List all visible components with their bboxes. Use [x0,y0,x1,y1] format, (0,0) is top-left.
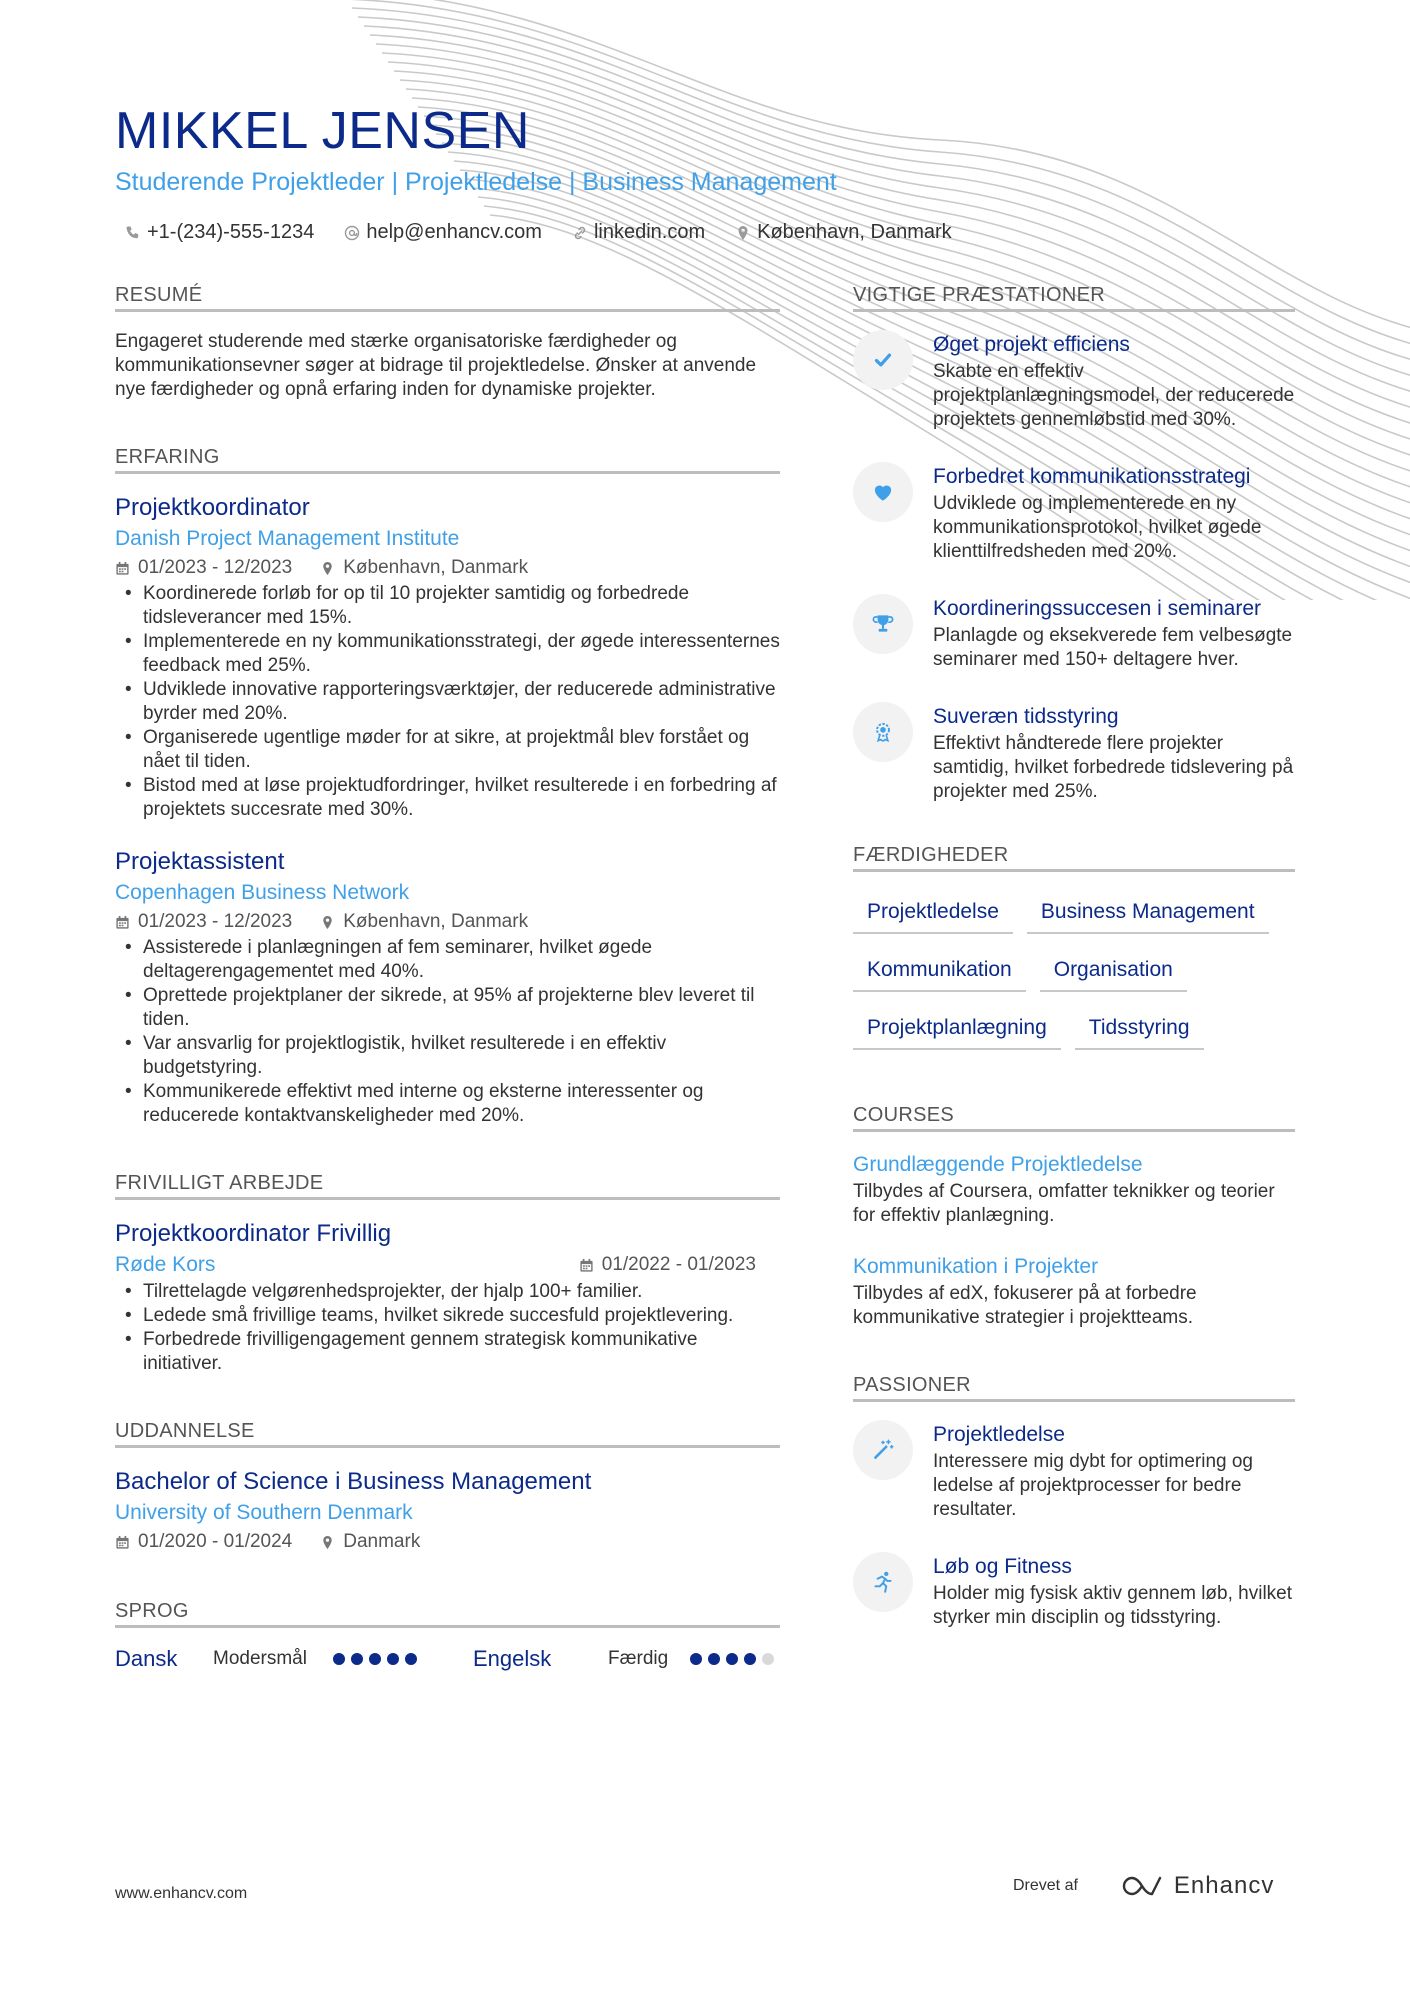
achievement-desc: Skabte en effektiv projektplanlægningsmodel, der reducerede projektets gennemløbstid med 30%. [933,361,1295,430]
bullet-item: • Tilrettelagde velgørenhedsprojekter, der hjalp 100+ familier. [115,1280,780,1304]
magic-wand-icon [870,1437,896,1463]
bullet-item: • Assisterede i planlægningen af fem seminarer, hvilket øgede deltagerengagementet med 40%. [115,936,780,984]
section-title-skills: FÆRDIGHEDER [853,844,1295,872]
candidate-headline: Studerende Projektleder | Projektledelse | Business Management [115,168,837,196]
job-bullets [115,582,780,822]
achievements-section [853,284,1295,804]
section-title-volunteer: FRIVILLIGT ARBEJDE [115,1172,780,1200]
skills-section [853,844,1295,1050]
bullet-item: • Organiserede ugentlige møder for at sikre, at projektmål blev forstået og nået til tiden. [115,726,780,774]
job-entry [115,492,780,822]
job-dates: 01/2023 - 12/2023 [138,557,293,578]
calendar-icon [115,915,130,930]
volunteer-org-row [115,1250,780,1280]
courses-section [853,1104,1295,1330]
achievement-icon-circle [853,702,913,762]
resume-header [115,100,1295,244]
achievement-title: Øget projekt efficiens [933,333,1130,356]
contact-location [735,221,952,244]
left-column [115,284,780,1716]
job-meta [115,554,780,582]
proficiency-dot-filled [369,1653,381,1665]
achievement-desc: Udviklede og implementerede en ny kommunikationsprotokol, hvilket øgede klienttilfredsheden med 20%. [933,493,1262,562]
skill-tag: Tidsstyring [1075,1006,1204,1050]
languages-section [115,1600,780,1672]
job-dates: 01/2023 - 12/2023 [138,911,293,932]
proficiency-dot-filled [708,1653,720,1665]
resume-summary-section [115,284,780,402]
section-title-passions: PASSIONER [853,1374,1295,1402]
skill-tag: Business Management [1027,890,1269,934]
course-desc: Tilbydes af Coursera, omfatter teknikker og teorier for effektiv planlægning. [853,1181,1275,1226]
job-location: København, Danmark [343,557,529,578]
language-proficiency-dots [690,1653,774,1665]
running-icon [870,1569,896,1595]
footer-branding [1013,1872,1274,1900]
language-level: Færdig [608,1648,669,1669]
bullet-item: • Forbedrede frivilligengagement gennem strategisk kommunikative initiativer. [115,1328,780,1376]
course-item [853,1252,1295,1330]
language-proficiency-dots [333,1653,473,1665]
skill-tag: Kommunikation [853,948,1026,992]
volunteer-bullets [115,1280,780,1376]
volunteer-org: Røde Kors [115,1253,216,1276]
location-pin-icon [320,1535,335,1550]
job-company: Danish Project Management Institute [115,527,460,550]
volunteer-role: Projektkoordinator Frivillig [115,1220,392,1247]
passion-icon-circle [853,1420,913,1480]
calendar-icon [115,561,130,576]
contact-email[interactable] [344,221,542,244]
footer-website[interactable]: www.enhancv.com [115,1885,248,1902]
job-entry [115,846,780,1128]
bullet-item: • Var ansvarlig for projektlogistik, hvilket resulterede i en effektiv budgetstyring. [115,1032,780,1080]
contact-phone[interactable] [125,221,314,244]
degree-title: Bachelor of Science i Business Management [115,1468,592,1495]
job-meta [115,908,780,936]
section-title-education: UDDANNELSE [115,1420,780,1448]
job-title: Projektassistent [115,848,285,875]
right-column [853,284,1295,1674]
job-title: Projektkoordinator [115,494,310,521]
achievement-desc: Planlagde og eksekverede fem velbesøgte seminarer med 150+ deltagere hver. [933,625,1293,670]
school-name: University of Southern Denmark [115,1501,413,1524]
location-pin-icon [320,561,335,576]
section-title-courses: COURSES [853,1104,1295,1132]
course-title: Grundlæggende Projektledelse [853,1153,1143,1176]
passion-item [853,1420,1295,1522]
link-icon [572,225,588,241]
bullet-item: • Oprettede projektplaner der sikrede, at 95% af projekterne blev leveret til tiden. [115,984,780,1032]
contact-linkedin[interactable] [572,221,705,244]
achievement-title: Forbedret kommunikationsstrategi [933,465,1251,488]
phone-text: +1-(234)-555-1234 [147,221,315,243]
bullet-item: • Bistod med at løse projektudfordringer, hvilket resulterede i en forbedring af projektets succesrate med 30%. [115,774,780,822]
skill-tag: Projektledelse [853,890,1013,934]
candidate-name: MIKKEL JENSEN [115,102,530,160]
proficiency-dot-filled [744,1653,756,1665]
volunteer-section [115,1172,780,1376]
passion-icon-circle [853,1552,913,1612]
section-title-experience: ERFARING [115,446,780,474]
achievement-icon-circle [853,594,913,654]
education-meta [115,1528,780,1556]
skill-tag: Organisation [1040,948,1187,992]
passion-desc: Interessere mig dybt for optimering og ledelse af projektprocesser for bedre resultater. [933,1451,1253,1520]
calendar-icon [579,1258,594,1273]
experience-section [115,446,780,1128]
heart-icon [870,479,896,505]
passion-item [853,1552,1295,1630]
location-pin-icon [320,915,335,930]
bullet-item: • Udviklede innovative rapporteringsværktøjer, der reducerede administrative byrder med 20%. [115,678,780,726]
course-title: Kommunikation i Projekter [853,1255,1099,1278]
passion-title: Løb og Fitness [933,1555,1072,1578]
bullet-item: • Kommunikerede effektivt med interne og eksterne interessenter og reducerede kontaktvanskeligheder med 20%. [115,1080,780,1128]
enhancv-logo-icon [1122,1874,1166,1898]
location-pin-icon [735,225,751,241]
proficiency-dot-filled [387,1653,399,1665]
linkedin-text: linkedin.com [593,221,706,243]
proficiency-dot-filled [351,1653,363,1665]
course-item [853,1150,1295,1228]
achievement-icon-circle [853,330,913,390]
education-location: Danmark [343,1531,421,1552]
bullet-item: • Koordinerede forløb for op til 10 projekter samtidig og forbedrede tidsleverancer med 15%. [115,582,780,630]
calendar-icon [115,1535,130,1550]
proficiency-dot-empty [762,1653,774,1665]
summary-text: Engageret studerende med stærke organisatoriske færdigheder og kommunikationsevner søger at bidrage til projektledelse. Ønsker at anvende nye færdigheder og opnå erfaring inden for dynamiske projekter. [115,331,757,400]
location-text: København, Danmark [757,221,952,243]
volunteer-meta [579,1251,780,1279]
passions-section [853,1374,1295,1630]
achievement-icon-circle [853,462,913,522]
section-title-achievements: VIGTIGE PRÆSTATIONER [853,284,1295,312]
skill-tag: Projektplanlægning [853,1006,1061,1050]
language-level: Modersmål [213,1648,307,1669]
brand-name: Enhancv [1173,1872,1275,1899]
skills-list [853,890,1293,1050]
bullet-item: • Ledede små frivillige teams, hvilket sikrede succesfuld projektlevering. [115,1304,780,1328]
language-name: Engelsk [473,1646,552,1671]
languages-row [115,1646,780,1672]
course-desc: Tilbydes af edX, fokuserer på at forbedre kommunikative strategier i projektteams. [853,1283,1197,1328]
volunteer-dates: 01/2022 - 01/2023 [601,1254,756,1275]
achievement-item [853,462,1295,564]
language-name: Dansk [115,1646,178,1671]
job-location: København, Danmark [343,911,529,932]
section-title-languages: SPROG [115,1600,780,1628]
proficiency-dot-filled [726,1653,738,1665]
phone-icon [125,225,141,241]
email-text: help@enhancv.com [366,221,542,243]
trophy-icon [870,611,896,637]
education-section [115,1420,780,1556]
powered-by-text: Drevet af [1013,1877,1078,1894]
achievement-title: Suveræn tidsstyring [933,705,1119,728]
check-icon [870,347,896,373]
achievement-item [853,702,1295,804]
proficiency-dot-filled [690,1653,702,1665]
passion-title: Projektledelse [933,1423,1065,1446]
section-title-resume: RESUMÉ [115,284,780,312]
achievement-desc: Effektivt håndterede flere projekter samtidig, hvilket forbedrede tidslevering på projekter med 25%. [933,733,1294,802]
proficiency-dot-filled [333,1653,345,1665]
enhancv-logo[interactable] [1122,1872,1274,1900]
proficiency-dot-filled [405,1653,417,1665]
achievement-item [853,594,1295,672]
job-company: Copenhagen Business Network [115,881,410,904]
education-dates: 01/2020 - 01/2024 [138,1531,293,1552]
award-icon [870,719,896,745]
contact-bar [115,221,1295,244]
job-bullets [115,936,780,1128]
at-icon [344,225,360,241]
achievement-item [853,330,1295,432]
bullet-item: • Implementerede en ny kommunikationsstrategi, der øgede interessenternes feedback med 25%. [115,630,780,678]
passion-desc: Holder mig fysisk aktiv gennem løb, hvilket styrker min disciplin og tidsstyring. [933,1583,1293,1628]
achievement-title: Koordineringssuccesen i seminarer [933,597,1261,620]
